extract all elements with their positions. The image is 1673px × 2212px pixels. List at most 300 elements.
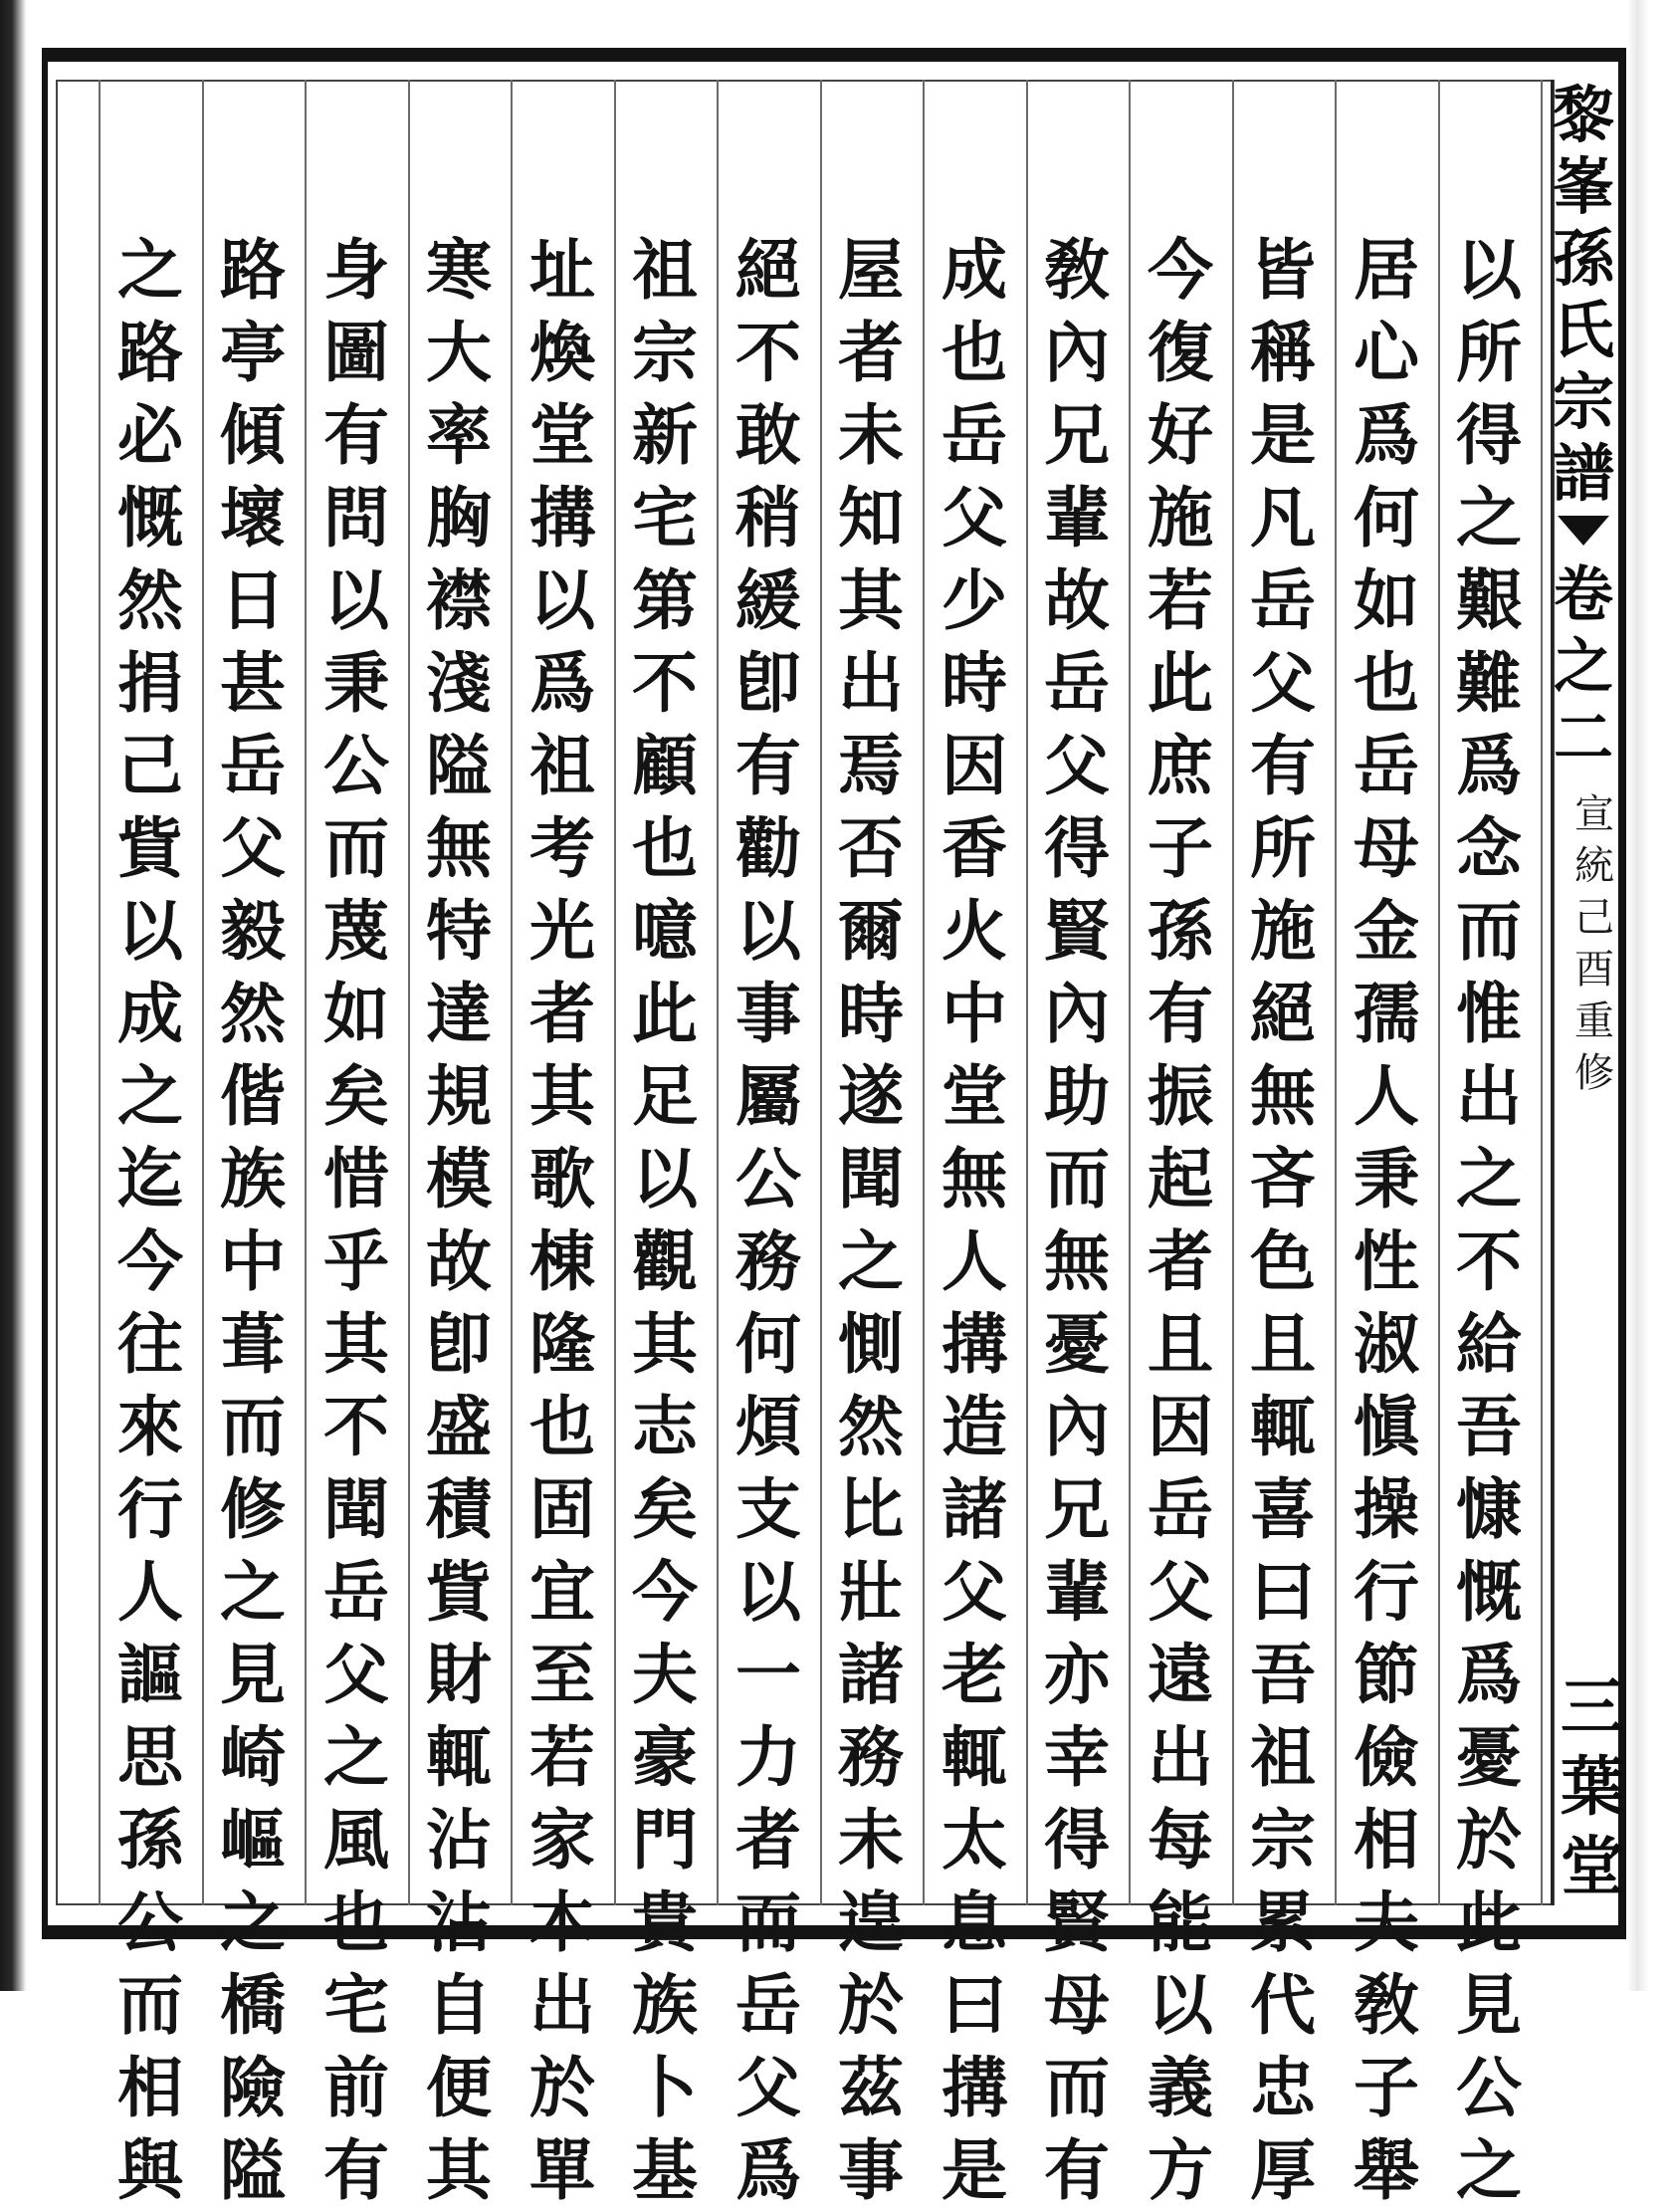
volume-character: 二 <box>1554 704 1613 774</box>
character: 者 <box>838 314 904 391</box>
character: 以 <box>735 1553 801 1631</box>
title-character: 宗 <box>1552 365 1614 438</box>
character: 然 <box>838 1388 904 1465</box>
edition-character: 酉 <box>1574 947 1614 993</box>
character: 曰 <box>1250 1553 1316 1631</box>
character: 代 <box>1250 1966 1316 2044</box>
character: 己 <box>117 727 183 804</box>
character: 然 <box>117 561 183 639</box>
text-column <box>305 229 408 2212</box>
character: 內 <box>1044 1388 1110 1465</box>
character: 其 <box>426 2131 492 2209</box>
character: 今 <box>1148 231 1213 309</box>
character: 不 <box>632 644 698 722</box>
character: 相 <box>117 2049 183 2126</box>
character: 隘 <box>426 727 492 804</box>
column-rule <box>1541 80 1543 1905</box>
character: 成 <box>941 231 1007 309</box>
character: 勸 <box>735 809 801 887</box>
character: 其 <box>632 1305 698 1383</box>
character: 甚 <box>220 644 286 722</box>
character: 子 <box>1354 2049 1419 2126</box>
character: 噫 <box>632 892 698 970</box>
volume-character: 卷 <box>1554 560 1613 630</box>
character: 族 <box>220 1140 286 1217</box>
character: 未 <box>838 1801 904 1879</box>
character: 中 <box>220 1222 286 1300</box>
hall-character: 堂 <box>1561 1830 1624 1904</box>
character: 因 <box>1148 1388 1213 1465</box>
fish-tail-mark <box>1558 516 1609 546</box>
character: 必 <box>117 396 183 474</box>
character: 聞 <box>838 1140 904 1217</box>
character: 出 <box>838 644 904 722</box>
character: 絕 <box>1250 975 1316 1052</box>
character: 然 <box>220 975 286 1052</box>
character: 兄 <box>1044 396 1110 474</box>
character: 毅 <box>220 892 286 970</box>
character: 稍 <box>735 479 801 556</box>
character: 矣 <box>632 1470 698 1548</box>
character: 祖 <box>1250 1718 1316 1796</box>
character: 振 <box>1148 1057 1213 1135</box>
character: 宜 <box>529 1553 595 1631</box>
character: 孫 <box>117 1801 183 1879</box>
character: 凡 <box>1250 479 1316 556</box>
character: 公 <box>735 1140 801 1217</box>
character: 遂 <box>838 1057 904 1135</box>
character: 有 <box>1250 727 1316 804</box>
character: 屬 <box>735 1057 801 1135</box>
character: 焉 <box>838 727 904 804</box>
character: 能 <box>1148 1883 1213 1961</box>
character: 中 <box>941 975 1007 1052</box>
character: 此 <box>1148 644 1213 722</box>
character: 給 <box>1456 1305 1522 1383</box>
character: 父 <box>220 809 286 887</box>
character: 也 <box>529 1388 595 1465</box>
character: 難 <box>1456 644 1522 722</box>
character: 見 <box>220 1636 286 1713</box>
character: 卜 <box>632 2049 698 2126</box>
title-character: 譜 <box>1552 437 1614 510</box>
character: 出 <box>529 1966 595 2044</box>
character: 緩 <box>735 561 801 639</box>
character: 謳 <box>117 1636 183 1713</box>
character: 孫 <box>1148 892 1213 970</box>
character: 時 <box>941 644 1007 722</box>
character: 厚 <box>1250 2131 1316 2209</box>
character: 時 <box>838 975 904 1052</box>
character: 有 <box>735 727 801 804</box>
character: 吾 <box>1250 1636 1316 1713</box>
character: 有 <box>1044 2131 1110 2209</box>
character: 累 <box>1250 1883 1316 1961</box>
edition-character: 己 <box>1574 895 1614 941</box>
character: 宅 <box>632 479 698 556</box>
character: 如 <box>323 975 389 1052</box>
text-column <box>407 229 511 2212</box>
character: 新 <box>632 396 698 474</box>
character: 祖 <box>529 727 595 804</box>
character: 爲 <box>735 2131 801 2209</box>
character: 父 <box>1250 644 1316 722</box>
character: 儉 <box>1354 1718 1419 1796</box>
character: 岳 <box>735 1966 801 2044</box>
character: 路 <box>220 231 286 309</box>
character: 所 <box>1456 314 1522 391</box>
text-column <box>1231 229 1335 2212</box>
character: 節 <box>1354 1636 1419 1713</box>
character: 人 <box>1354 1057 1419 1135</box>
character: 操 <box>1354 1470 1419 1548</box>
text-column <box>201 229 305 2212</box>
character: 慨 <box>117 479 183 556</box>
character: 無 <box>426 809 492 887</box>
character: 也 <box>941 314 1007 391</box>
character: 而 <box>117 1966 183 2044</box>
character: 本 <box>529 1883 595 1961</box>
character: 庶 <box>1148 727 1213 804</box>
character: 崎 <box>220 1718 286 1796</box>
character: 矣 <box>323 1057 389 1135</box>
character: 慨 <box>1456 1553 1522 1631</box>
character: 於 <box>1456 1801 1522 1879</box>
character: 事 <box>838 2131 904 2209</box>
character: 施 <box>1250 892 1316 970</box>
character: 不 <box>735 314 801 391</box>
character: 輩 <box>1044 1553 1110 1631</box>
character: 修 <box>220 1470 286 1548</box>
character: 幸 <box>1044 1718 1110 1796</box>
character: 不 <box>323 1388 389 1465</box>
character: 火 <box>941 892 1007 970</box>
character: 出 <box>1148 1718 1213 1796</box>
character: 亭 <box>220 314 286 391</box>
character: 而 <box>1044 1140 1110 1217</box>
character: 每 <box>1148 1801 1213 1879</box>
character: 搆 <box>941 1305 1007 1383</box>
character: 爲 <box>1354 396 1419 474</box>
character: 是 <box>1250 396 1316 474</box>
character: 惟 <box>1456 975 1522 1052</box>
character: 未 <box>838 396 904 474</box>
text-column <box>1129 229 1232 2212</box>
character: 門 <box>632 1801 698 1879</box>
character: 息 <box>941 1883 1007 1961</box>
text-column <box>923 229 1026 2212</box>
character: 觀 <box>632 1222 698 1300</box>
character: 皆 <box>1250 231 1316 309</box>
character: 豪 <box>632 1718 698 1796</box>
character: 便 <box>426 2049 492 2126</box>
character: 歌 <box>529 1140 595 1217</box>
character: 沾 <box>426 1883 492 1961</box>
character: 憂 <box>1456 1718 1522 1796</box>
character: 壞 <box>220 479 286 556</box>
character: 圖 <box>323 314 389 391</box>
character: 性 <box>1354 1222 1419 1300</box>
character: 卽 <box>426 1305 492 1383</box>
character: 慷 <box>1456 1470 1522 1548</box>
character: 如 <box>1354 561 1419 639</box>
character: 以 <box>529 561 595 639</box>
character: 出 <box>1456 1057 1522 1135</box>
character: 惻 <box>838 1305 904 1383</box>
character: 公 <box>323 727 389 804</box>
character: 比 <box>838 1470 904 1548</box>
character: 愼 <box>1354 1388 1419 1465</box>
character: 夫 <box>1354 1883 1419 1961</box>
character: 其 <box>838 561 904 639</box>
hall-name <box>1557 1668 1628 1907</box>
character: 敢 <box>735 396 801 474</box>
character: 足 <box>632 1057 698 1135</box>
character: 以 <box>117 892 183 970</box>
character: 所 <box>1250 809 1316 887</box>
character: 若 <box>529 1718 595 1796</box>
character: 於 <box>529 2049 595 2126</box>
character: 路 <box>117 314 183 391</box>
character: 遠 <box>1148 1636 1213 1713</box>
character: 而 <box>1044 2049 1110 2126</box>
title-character: 黎 <box>1552 79 1614 151</box>
character: 起 <box>1148 1140 1213 1217</box>
edition-character: 重 <box>1574 998 1614 1044</box>
character: 喜 <box>1250 1470 1316 1548</box>
character: 而 <box>1456 892 1522 970</box>
character: 胸 <box>426 479 492 556</box>
character: 成 <box>117 975 183 1052</box>
character: 以 <box>735 892 801 970</box>
character: 顧 <box>632 727 698 804</box>
character: 寒 <box>426 231 492 309</box>
character: 貲 <box>426 1553 492 1631</box>
character: 香 <box>941 809 1007 887</box>
character: 遑 <box>838 1883 904 1961</box>
character: 爾 <box>838 892 904 970</box>
character: 者 <box>1148 1222 1213 1300</box>
character: 岳 <box>1354 727 1419 804</box>
character: 諸 <box>838 1636 904 1713</box>
character: 不 <box>1456 1222 1522 1300</box>
character: 賢 <box>1044 1883 1110 1961</box>
character: 得 <box>1456 396 1522 474</box>
character: 得 <box>1044 1801 1110 1879</box>
character: 以 <box>632 1140 698 1217</box>
character: 宅 <box>323 1966 389 2044</box>
character: 之 <box>1456 2131 1522 2209</box>
character: 人 <box>117 1553 183 1631</box>
character: 有 <box>323 396 389 474</box>
character: 宗 <box>632 314 698 391</box>
character: 岳 <box>1148 1470 1213 1548</box>
text-column <box>1437 229 1541 2212</box>
banner-column <box>1552 79 1614 774</box>
character: 爲 <box>1456 1636 1522 1713</box>
character: 子 <box>1148 809 1213 887</box>
text-column <box>819 229 923 2212</box>
character: 之 <box>1456 1140 1522 1217</box>
character: 特 <box>426 892 492 970</box>
character: 財 <box>426 1636 492 1713</box>
character: 卽 <box>735 644 801 722</box>
character: 迄 <box>117 1140 183 1217</box>
character: 且 <box>1250 1305 1316 1383</box>
character: 險 <box>220 2049 286 2126</box>
character: 無 <box>1250 1057 1316 1135</box>
edition-character: 宣 <box>1574 791 1614 837</box>
character: 前 <box>323 2049 389 2126</box>
character: 日 <box>220 561 286 639</box>
character: 秉 <box>323 644 389 722</box>
character: 之 <box>1456 479 1522 556</box>
character: 堂 <box>529 396 595 474</box>
scan-edge-right <box>1627 0 1673 1991</box>
character: 輒 <box>426 1718 492 1796</box>
character: 往 <box>117 1305 183 1383</box>
character: 公 <box>117 1883 183 1961</box>
character: 何 <box>1354 479 1419 556</box>
character: 率 <box>426 396 492 474</box>
hall-character: 三 <box>1561 1670 1624 1745</box>
text-column <box>511 229 614 2212</box>
character: 公 <box>1456 2049 1522 2126</box>
character: 者 <box>735 1801 801 1879</box>
character: 亦 <box>1044 1636 1110 1713</box>
character: 太 <box>941 1801 1007 1879</box>
character: 父 <box>941 479 1007 556</box>
character: 岳 <box>1044 644 1110 722</box>
character: 而 <box>220 1388 286 1465</box>
character: 者 <box>529 975 595 1052</box>
edition-character: 修 <box>1574 1050 1614 1096</box>
character: 煩 <box>735 1388 801 1465</box>
character: 方 <box>1148 2131 1213 2209</box>
character: 貴 <box>632 1883 698 1961</box>
character: 否 <box>838 809 904 887</box>
character: 賢 <box>1044 892 1110 970</box>
character: 事 <box>735 975 801 1052</box>
character: 岳 <box>323 1553 389 1631</box>
character: 自 <box>426 1966 492 2044</box>
character: 惜 <box>323 1140 389 1217</box>
text-column <box>717 229 820 2212</box>
character: 家 <box>529 1801 595 1879</box>
character: 復 <box>1148 314 1213 391</box>
character: 一 <box>735 1636 801 1713</box>
character: 爲 <box>1456 727 1522 804</box>
character: 好 <box>1148 396 1213 474</box>
character: 達 <box>426 975 492 1052</box>
character: 以 <box>1456 231 1522 309</box>
character: 夫 <box>632 1636 698 1713</box>
character: 岳 <box>1250 561 1316 639</box>
text-column <box>1025 229 1129 2212</box>
character: 淑 <box>1354 1305 1419 1383</box>
character: 今 <box>632 1553 698 1631</box>
character: 也 <box>632 809 698 887</box>
hall-character: 葉 <box>1561 1750 1624 1825</box>
character: 風 <box>323 1801 389 1879</box>
character: 岳 <box>220 727 286 804</box>
character: 見 <box>1456 1966 1522 2044</box>
character: 之 <box>117 1057 183 1135</box>
character: 舉 <box>1354 2131 1419 2209</box>
character: 思 <box>117 1718 183 1796</box>
character: 父 <box>1044 727 1110 804</box>
character: 此 <box>632 975 698 1052</box>
character: 是 <box>941 2131 1007 2209</box>
character: 造 <box>941 1388 1007 1465</box>
character: 若 <box>1148 561 1213 639</box>
character: 而 <box>323 809 389 887</box>
character: 父 <box>323 1636 389 1713</box>
character: 施 <box>1148 479 1213 556</box>
character: 其 <box>323 1305 389 1383</box>
character: 吝 <box>1250 1140 1316 1217</box>
book-title <box>1552 79 1618 510</box>
character: 無 <box>941 1140 1007 1217</box>
character: 色 <box>1250 1222 1316 1300</box>
character: 大 <box>426 314 492 391</box>
character: 行 <box>117 1470 183 1548</box>
text-column <box>1335 229 1438 2212</box>
character: 身 <box>323 231 389 309</box>
character: 宗 <box>1250 1801 1316 1879</box>
character: 模 <box>426 1140 492 1217</box>
character: 之 <box>220 1883 286 1961</box>
character: 母 <box>1354 809 1419 887</box>
character: 煥 <box>529 314 595 391</box>
character: 助 <box>1044 1057 1110 1135</box>
character: 無 <box>1044 1222 1110 1300</box>
character: 貲 <box>117 809 183 887</box>
scan-edge-left <box>0 0 30 1991</box>
character: 曰 <box>941 1966 1007 2044</box>
edition-note <box>1572 788 1616 1099</box>
character: 老 <box>941 1636 1007 1713</box>
character: 之 <box>323 1718 389 1796</box>
text-column <box>613 229 717 2212</box>
character: 此 <box>1456 1883 1522 1961</box>
character: 之 <box>838 1222 904 1300</box>
character: 搆 <box>529 479 595 556</box>
character: 忠 <box>1250 2049 1316 2126</box>
character: 棟 <box>529 1222 595 1300</box>
character: 相 <box>1354 1801 1419 1879</box>
character: 孺 <box>1354 975 1419 1052</box>
character: 義 <box>1148 2049 1213 2126</box>
character: 居 <box>1354 231 1419 309</box>
character: 敎 <box>1354 1966 1419 2044</box>
character: 傾 <box>220 396 286 474</box>
character: 搆 <box>941 2049 1007 2126</box>
character: 固 <box>529 1470 595 1548</box>
character: 之 <box>220 1553 286 1631</box>
character: 祖 <box>632 231 698 309</box>
character: 第 <box>632 561 698 639</box>
character: 今 <box>117 1222 183 1300</box>
character: 行 <box>1354 1553 1419 1631</box>
character: 隘 <box>220 2131 286 2209</box>
character: 而 <box>735 1883 801 1961</box>
character: 問 <box>323 479 389 556</box>
character: 岳 <box>941 396 1007 474</box>
character: 橋 <box>220 1966 286 2044</box>
character: 人 <box>941 1222 1007 1300</box>
character: 父 <box>735 2049 801 2126</box>
